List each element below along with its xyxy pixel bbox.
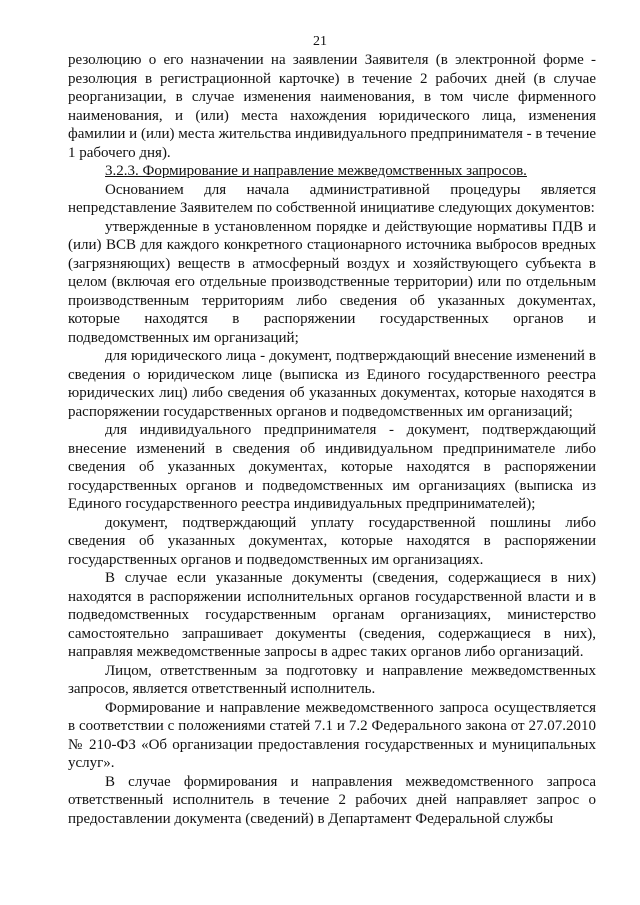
document-body: [68, 51, 596, 828]
section-heading: 3.2.3. Формирование и направление межведомственных запросов.: [105, 163, 527, 179]
list-item-entrepreneur: для индивидуального предпринимателя - документ, подтверждающий внесение изменений в сведения об индивидуальном предпринимателе либо сведения об указанных документах, которые находятся в распоряжении государственных органов и подведомственных им организациях (выписка из Единого государственного реестра индивидуальных предпринимателей);: [68, 422, 596, 512]
list-item-legal-entity: для юридического лица - документ, подтверждающий внесение изменений в сведения о юридическом лице (выписка из Единого государственного реестра юридических лиц) либо сведения об указанных документах, которые находятся в распоряжении государственных органов и подведомственных им организаций;: [68, 348, 596, 420]
paragraph-law: Формирование и направление межведомственного запроса осуществляется в соответствии с положениями статей 7.1 и 7.2 Федерального закона от 27.07.2010 № 210-ФЗ «Об организации предоставления государственных и муниципальных услуг».: [68, 699, 596, 771]
paragraph-continuation: резолюцию о его назначении на заявлении Заявителя (в электронной форме - резолюция в регистрационной карточке) в течение 2 рабочих дней (в случае реорганизации, в случае изменения наименования, в том числе фирменного наименования, и (или) места нахождения юридического лица, изменения фамилии и (или) места жительства индивидуального предпринимателя - в течение 1 рабочего дня).: [68, 52, 597, 161]
paragraph-requests: В случае если указанные документы (сведения, содержащиеся в них) находятся в распоряжении исполнительных органов государственной власти и в подведомственных государственным органам организациях, министерство самостоятельно запрашивает документы (сведения, содержащиеся в них), направляя межведомственные запросы в адрес таких органов либо организаций.: [68, 570, 596, 660]
page-number: 21: [313, 34, 327, 49]
list-item-state-fee: документ, подтверждающий уплату государственной пошлины либо сведения об указанных документах, которые находятся в распоряжении государственных органов и подведомственных им организациях.: [68, 514, 596, 568]
paragraph-basis: Основанием для начала административной процедуры является непредставление Заявителем по собственной инициативе следующих документов:: [68, 181, 596, 216]
list-item-norms: утвержденные в установленном порядке и действующие нормативы ПДВ и (или) ВСВ для каждого конкретного стационарного источника выбросов вредных (загрязняющих) веществ в атмосферный воздух и хозяйствующего субъекта в целом (включая его отдельные производственные территории) или по отдельным производственным территориям либо сведения об указанных документах, которые находятся в распоряжении государственных органов и подведомственных им организаций;: [68, 218, 596, 346]
paragraph-deadline: В случае формирования и направления межведомственного запроса ответственный исполнитель в течение 2 рабочих дней направляет запрос о предоставлении документа (сведений) в Департамент Федеральной службы: [68, 773, 596, 827]
paragraph-responsible: Лицом, ответственным за подготовку и направление межведомственных запросов, является ответственный исполнитель.: [68, 662, 596, 697]
